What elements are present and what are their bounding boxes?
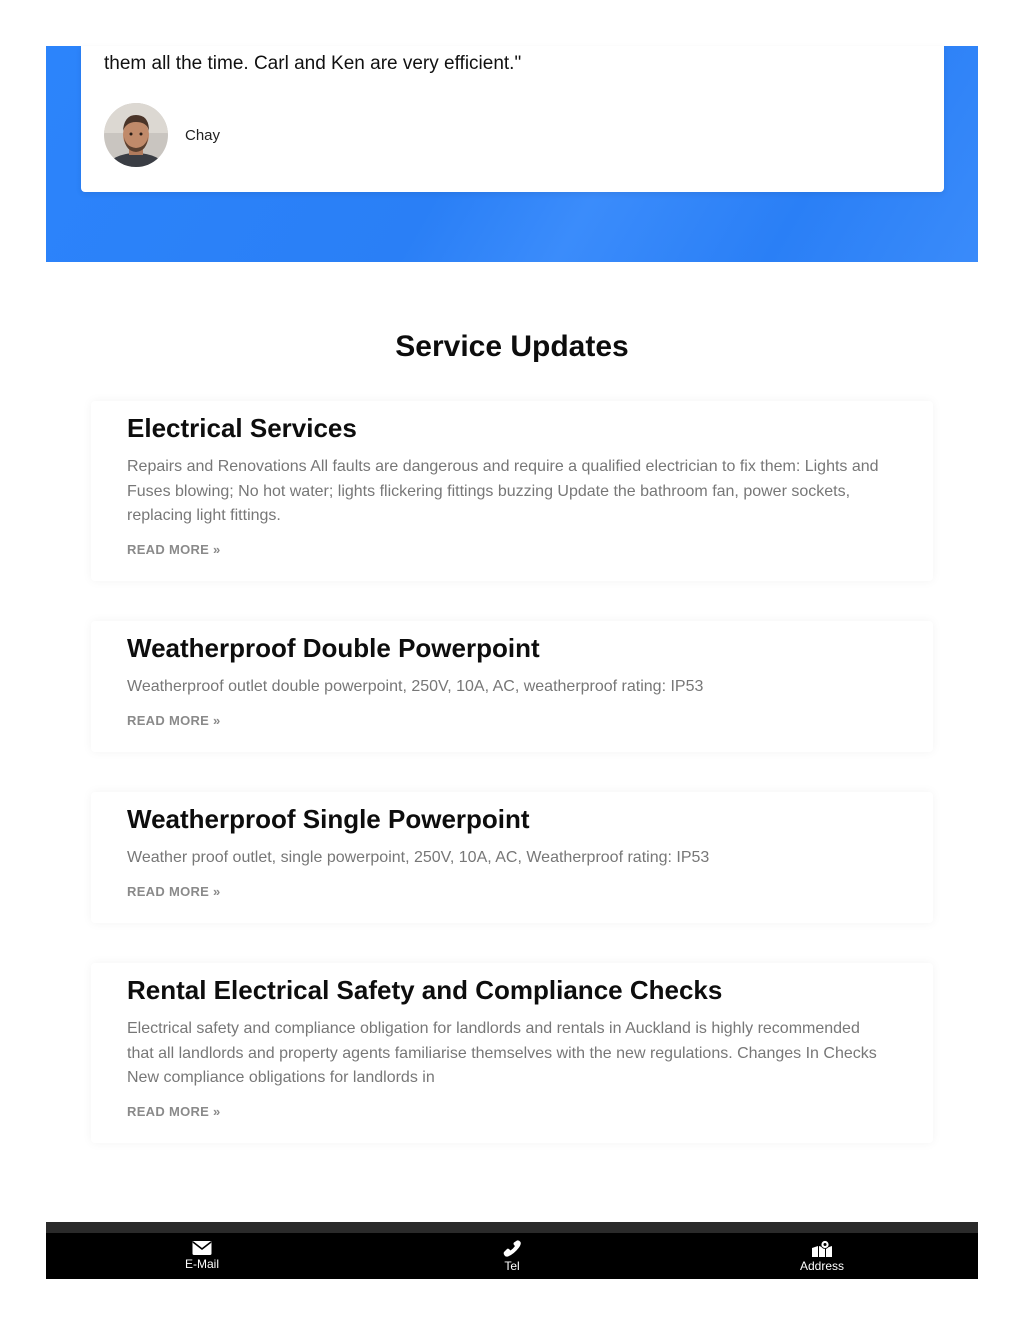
testimonial-quote: them all the time. Carl and Ken are very efficient." <box>104 53 522 74</box>
bottom-contact-bar <box>46 1222 978 1279</box>
post-card <box>91 621 933 752</box>
email-button[interactable] <box>142 1240 262 1271</box>
read-more-link[interactable]: READ MORE » <box>127 713 221 728</box>
post-title[interactable]: Electrical Services <box>127 413 357 443</box>
tel-label: Tel <box>504 1259 520 1273</box>
post-title[interactable]: Rental Electrical Safety and Compliance Checks <box>127 975 723 1005</box>
map-pin-icon <box>811 1240 833 1258</box>
read-more-link[interactable]: READ MORE » <box>127 884 221 899</box>
read-more-link[interactable]: READ MORE » <box>127 542 221 557</box>
phone-icon <box>501 1240 523 1258</box>
section-title: Service Updates <box>395 330 629 363</box>
email-label: E-Mail <box>184 1257 219 1271</box>
tel-button[interactable] <box>452 1240 572 1273</box>
post-card <box>91 792 933 923</box>
testimonial-card <box>81 46 944 192</box>
post-card <box>91 401 933 581</box>
address-label: Address <box>799 1259 845 1273</box>
post-excerpt: Weatherproof outlet double powerpoint, 250V, 10A, AC, weatherproof rating: IP53 <box>127 678 704 695</box>
post-excerpt: Repairs and Renovations All faults are dangerous and require a qualified electrician to fix them: Lights and Fuses blowing; No hot water; lights flickering fittings buzzing Update the bathroom fan, power sockets, replacing light fittings. <box>127 458 879 524</box>
address-button[interactable] <box>762 1240 882 1273</box>
post-card <box>91 963 933 1143</box>
post-excerpt: Weather proof outlet, single powerpoint, 250V, 10A, AC, Weatherproof rating: IP53 <box>127 849 710 866</box>
post-excerpt: Electrical safety and compliance obligation for landlords and rentals in Auckland is highly recommended that all landlords and property agents familiarise themselves with the new regulations. Changes In Checks New compliance obligations for landlords in <box>127 1020 877 1086</box>
post-title[interactable]: Weatherproof Single Powerpoint <box>127 804 530 834</box>
testimonial-author: Chay <box>185 127 221 144</box>
read-more-link[interactable]: READ MORE » <box>127 1104 221 1119</box>
post-title[interactable]: Weatherproof Double Powerpoint <box>127 633 540 663</box>
envelope-icon <box>192 1240 212 1256</box>
avatar <box>104 103 168 167</box>
